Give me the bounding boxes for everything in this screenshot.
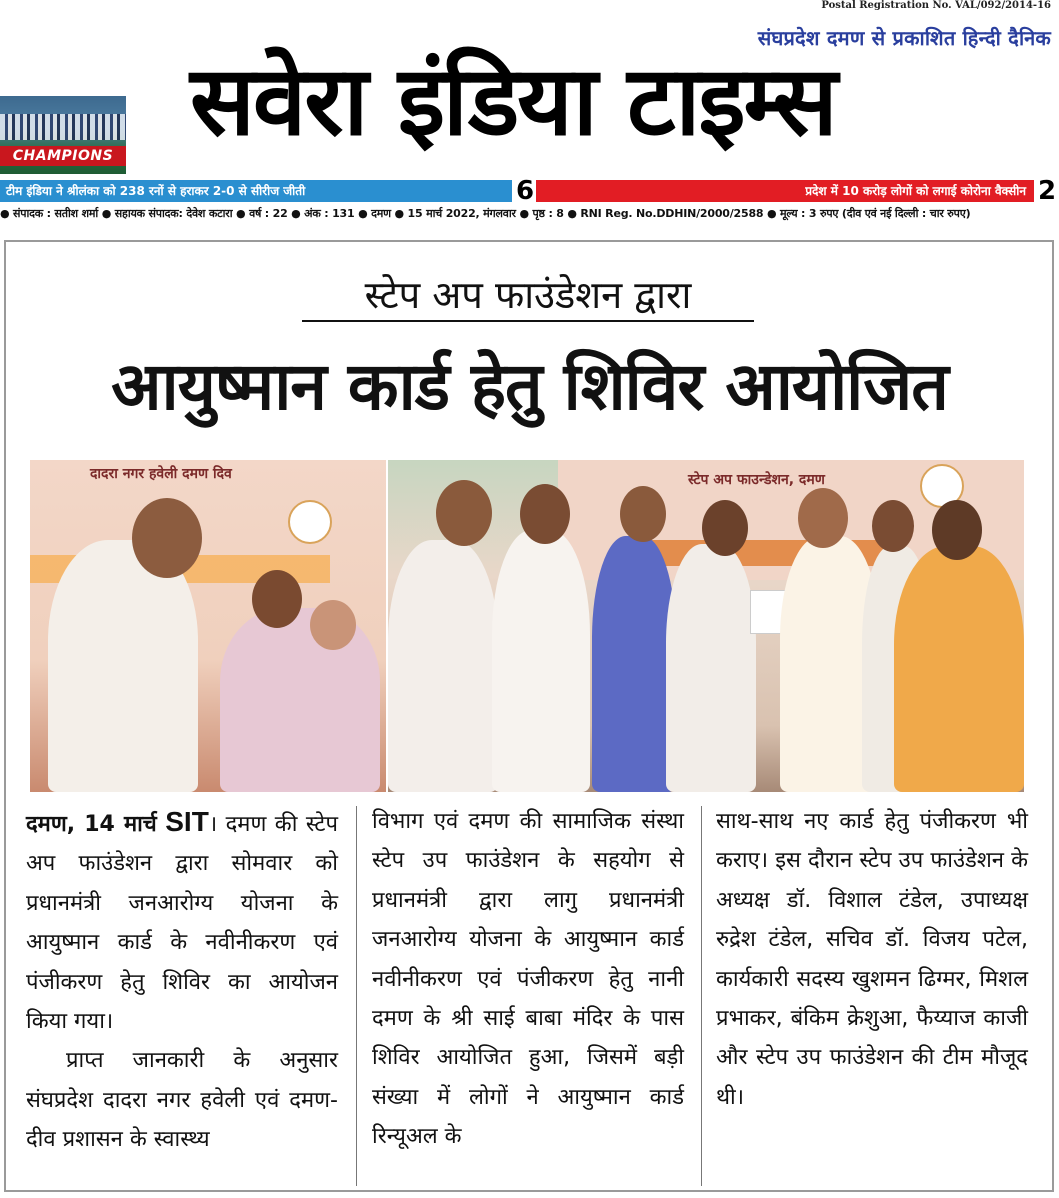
article-column-3: साथ-साथ नए कार्ड हेतु पंजीकरण भी कराए। इस दौरान स्टेप उप फाउंडेशन के अध्यक्ष डॉ. विशाल टंडेल, उपाध्यक्ष रुद्रेश टंडेल, सचिव डॉ. विजय पटेल, कार्यकारी सदस्य खुशमन ढिग्मर, मिशल प्रभाकर, बंकिम क्रेशुआ, फैय्याज काजी और स्टेप उप फाउंडेशन की टीम मौजूद थी। bbox=[716, 809, 1028, 1110]
article-dateline: दमण, 14 मार्च bbox=[26, 812, 157, 837]
foundation-logo-icon bbox=[288, 500, 332, 544]
champions-label: CHAMPIONS bbox=[0, 146, 126, 166]
photo-banner-text-right: स्टेप अप फाउन्डेशन, दमण bbox=[688, 472, 825, 488]
person-4-head bbox=[702, 500, 748, 556]
teaser-strip-sports: टीम इंडिया ने श्रीलंका को 238 रनों से हराकर 2-0 से सीरीज जीती bbox=[0, 180, 512, 202]
woman-head bbox=[252, 570, 302, 628]
person-3-head bbox=[620, 486, 666, 542]
person-5-head bbox=[798, 488, 848, 548]
column-divider-2 bbox=[701, 806, 702, 1186]
article-lead-text: । दमण की स्टेप अप फाउंडेशन द्वारा सोमवार को प्रधानमंत्री जनआरोग्य योजना के आयुष्मान कार्ड के नवीनीकरण एवं पंजीकरण हेतु शिविर का आयोजन किया गया। bbox=[26, 812, 338, 1035]
photo-group-card-handover bbox=[388, 460, 1024, 792]
person-6-head bbox=[872, 500, 914, 552]
article-column-2: विभाग एवं दमण की सामाजिक संस्था स्टेप उप फाउंडेशन के सहयोग से प्रधानमंत्री द्वारा लागु प्रधानमंत्री जनआरोग्य योजना के आयुष्मान कार्ड नवीनीकरण एवं पंजीकरण हेतु नानी दमण के श्री साई बाबा मंदिर के पास शिविर आयोजित हुआ, जिसमें बड़ी संख्या में लोगों ने आयुष्मान कार्ड रिन्यूअल के bbox=[372, 809, 684, 1150]
edition-info-line: ● संपादक : सतीश शर्मा ● सहायक संपादक: देवेश कटारा ● वर्ष : 22 ● अंक : 131 ● दमण ● 15 मार्च 2022, मंगलवार ● पृष्ठ : 8 ● RNI Reg. No.DDHIN/2000/2588 ● मूल्य : 3 रुपए (दीव एवं नई दिल्ली : चार रुपए) bbox=[0, 207, 971, 220]
news-agency: SIT bbox=[165, 806, 209, 837]
kicker-underline bbox=[302, 320, 754, 322]
person-4-white-shirt bbox=[666, 544, 756, 792]
newspaper-title: सवेरा इंडिया टाइम्स bbox=[190, 45, 836, 157]
person-3-purple-shirt bbox=[592, 536, 676, 792]
photo-banner-text-left: दादरा नगर हवेली दमण दिव bbox=[90, 466, 232, 482]
person-7-saffron-kurta bbox=[894, 546, 1024, 792]
article-column-1 bbox=[26, 802, 338, 1160]
teaser-strip-vaccine: प्रदेश में 10 करोड़ लोगों को लगाई कोरोना वैक्सीन bbox=[536, 180, 1034, 202]
person-1-white-shirt bbox=[388, 540, 498, 792]
man-in-white-kurta bbox=[48, 540, 198, 792]
man-head bbox=[132, 498, 202, 578]
woman-with-child bbox=[220, 608, 380, 792]
team-photo-graphic bbox=[0, 114, 126, 140]
article-kicker: स्टेप अप फाउंडेशन द्वारा bbox=[364, 273, 692, 317]
teaser-page-number-left: 6 bbox=[516, 176, 535, 206]
child-head bbox=[310, 600, 356, 650]
article-headline: आयुष्मान कार्ड हेतु शिविर आयोजित bbox=[111, 348, 948, 425]
person-2-head bbox=[520, 484, 570, 544]
champions-thumbnail bbox=[0, 96, 126, 174]
masthead-tagline: संघप्रदेश दमण से प्रकाशित हिन्दी दैनिक bbox=[757, 26, 1051, 50]
person-1-head bbox=[436, 480, 492, 546]
person-7-head bbox=[932, 500, 982, 560]
person-2-white-shirt bbox=[492, 530, 590, 792]
article-paragraph-2: प्राप्त जानकारी के अनुसार संघप्रदेश दादरा नगर हवेली एवं दमण-दीव प्रशासन के स्वास्थ्य bbox=[26, 1048, 338, 1153]
photo-card-handover-left bbox=[30, 460, 386, 792]
postal-registration: Postal Registration No. VAL/092/2014-16 bbox=[821, 0, 1051, 11]
teaser-page-number-right: 2 bbox=[1038, 176, 1057, 206]
column-divider-1 bbox=[356, 806, 357, 1186]
